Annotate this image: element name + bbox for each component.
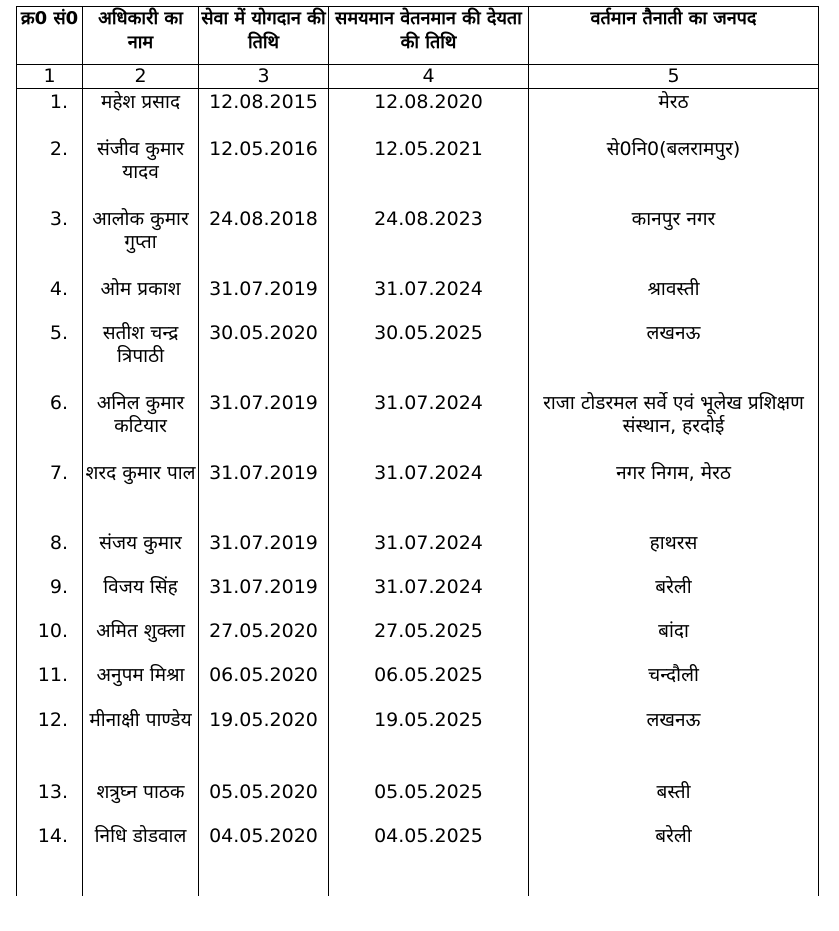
row-sno: 5.: [17, 320, 83, 390]
header-district: वर्तमान तैनाती का जनपद: [529, 7, 819, 65]
row-name: महेश प्रसाद: [83, 89, 199, 136]
row-joining-date: 27.05.2020: [199, 618, 329, 662]
table-row: [17, 530, 819, 574]
table-row: [17, 823, 819, 896]
row-due-date: 31.07.2024: [329, 530, 529, 574]
row-name: आलोक कुमार गुप्ता: [83, 206, 199, 276]
row-name: ओम प्रकाश: [83, 276, 199, 320]
row-district: कानपुर नगर: [529, 206, 819, 276]
row-joining-date: 04.05.2020: [199, 823, 329, 896]
row-district: श्रावस्ती: [529, 276, 819, 320]
row-name: विजय सिंह: [83, 574, 199, 618]
row-due-date: 12.08.2020: [329, 89, 529, 136]
table-row: [17, 707, 819, 779]
row-name: संजीव कुमार यादव: [83, 136, 199, 206]
row-joining-date: 19.05.2020: [199, 707, 329, 779]
row-joining-date: 12.08.2015: [199, 89, 329, 136]
table-row: [17, 460, 819, 530]
header-row: [17, 7, 819, 65]
row-district: बस्ती: [529, 779, 819, 823]
row-name: संजय कुमार: [83, 530, 199, 574]
row-joining-date: 31.07.2019: [199, 390, 329, 460]
header-joining-date: सेवा में योगदान की तिथि: [199, 7, 329, 65]
colnum-1: 1: [17, 65, 83, 89]
row-due-date: 05.05.2025: [329, 779, 529, 823]
row-joining-date: 05.05.2020: [199, 779, 329, 823]
row-sno: 6.: [17, 390, 83, 460]
row-due-date: 30.05.2025: [329, 320, 529, 390]
row-joining-date: 30.05.2020: [199, 320, 329, 390]
row-joining-date: 12.05.2016: [199, 136, 329, 206]
row-name: निधि डोडवाल: [83, 823, 199, 896]
colnum-2: 2: [83, 65, 199, 89]
row-sno: 3.: [17, 206, 83, 276]
row-name: सतीश चन्द्र त्रिपाठी: [83, 320, 199, 390]
row-sno: 8.: [17, 530, 83, 574]
row-district: लखनऊ: [529, 707, 819, 779]
row-joining-date: 31.07.2019: [199, 276, 329, 320]
header-name: अधिकारी का नाम: [83, 7, 199, 65]
table-body: [17, 89, 819, 896]
row-due-date: 31.07.2024: [329, 574, 529, 618]
colnum-5: 5: [529, 65, 819, 89]
header-due-date: समयमान वेतनमान की देयता की तिथि: [329, 7, 529, 65]
row-name: अमित शुक्ला: [83, 618, 199, 662]
row-district: हाथरस: [529, 530, 819, 574]
row-joining-date: 31.07.2019: [199, 574, 329, 618]
row-sno: 10.: [17, 618, 83, 662]
table-row: [17, 662, 819, 707]
row-sno: 14.: [17, 823, 83, 896]
table-row: [17, 89, 819, 136]
row-sno: 9.: [17, 574, 83, 618]
table-row: [17, 390, 819, 460]
table-row: [17, 206, 819, 276]
row-district: बरेली: [529, 574, 819, 618]
row-sno: 4.: [17, 276, 83, 320]
table-row: [17, 136, 819, 206]
row-name: शरद कुमार पाल: [83, 460, 199, 530]
colnum-3: 3: [199, 65, 329, 89]
row-district: बरेली: [529, 823, 819, 896]
row-due-date: 24.08.2023: [329, 206, 529, 276]
table-row: [17, 618, 819, 662]
row-sno: 2.: [17, 136, 83, 206]
row-district: चन्दौली: [529, 662, 819, 707]
row-due-date: 31.07.2024: [329, 390, 529, 460]
row-district: राजा टोडरमल सर्वे एवं भूलेख प्रशिक्षण संस्थान, हरदोई: [529, 390, 819, 460]
row-district: बांदा: [529, 618, 819, 662]
row-district: लखनऊ: [529, 320, 819, 390]
row-due-date: 06.05.2025: [329, 662, 529, 707]
row-due-date: 31.07.2024: [329, 460, 529, 530]
row-district: से0नि0(बलरामपुर): [529, 136, 819, 206]
colnum-4: 4: [329, 65, 529, 89]
row-name: अनुपम मिश्रा: [83, 662, 199, 707]
row-due-date: 31.07.2024: [329, 276, 529, 320]
row-sno: 11.: [17, 662, 83, 707]
row-sno: 1.: [17, 89, 83, 136]
row-sno: 7.: [17, 460, 83, 530]
table-row: [17, 779, 819, 823]
row-due-date: 19.05.2025: [329, 707, 529, 779]
header-sno: क्र0 सं0: [17, 7, 83, 65]
row-joining-date: 24.08.2018: [199, 206, 329, 276]
row-sno: 13.: [17, 779, 83, 823]
row-joining-date: 31.07.2019: [199, 460, 329, 530]
table-row: [17, 574, 819, 618]
row-name: अनिल कुमार कटियार: [83, 390, 199, 460]
row-joining-date: 31.07.2019: [199, 530, 329, 574]
row-district: मेरठ: [529, 89, 819, 136]
row-due-date: 12.05.2021: [329, 136, 529, 206]
row-due-date: 04.05.2025: [329, 823, 529, 896]
column-number-row: [17, 65, 819, 89]
row-sno: 12.: [17, 707, 83, 779]
table-row: [17, 276, 819, 320]
row-due-date: 27.05.2025: [329, 618, 529, 662]
row-name: मीनाक्षी पाण्डेय: [83, 707, 199, 779]
row-name: शत्रुघ्न पाठक: [83, 779, 199, 823]
row-joining-date: 06.05.2020: [199, 662, 329, 707]
table-row: [17, 320, 819, 390]
row-district: नगर निगम, मेरठ: [529, 460, 819, 530]
officers-table: [16, 6, 819, 896]
